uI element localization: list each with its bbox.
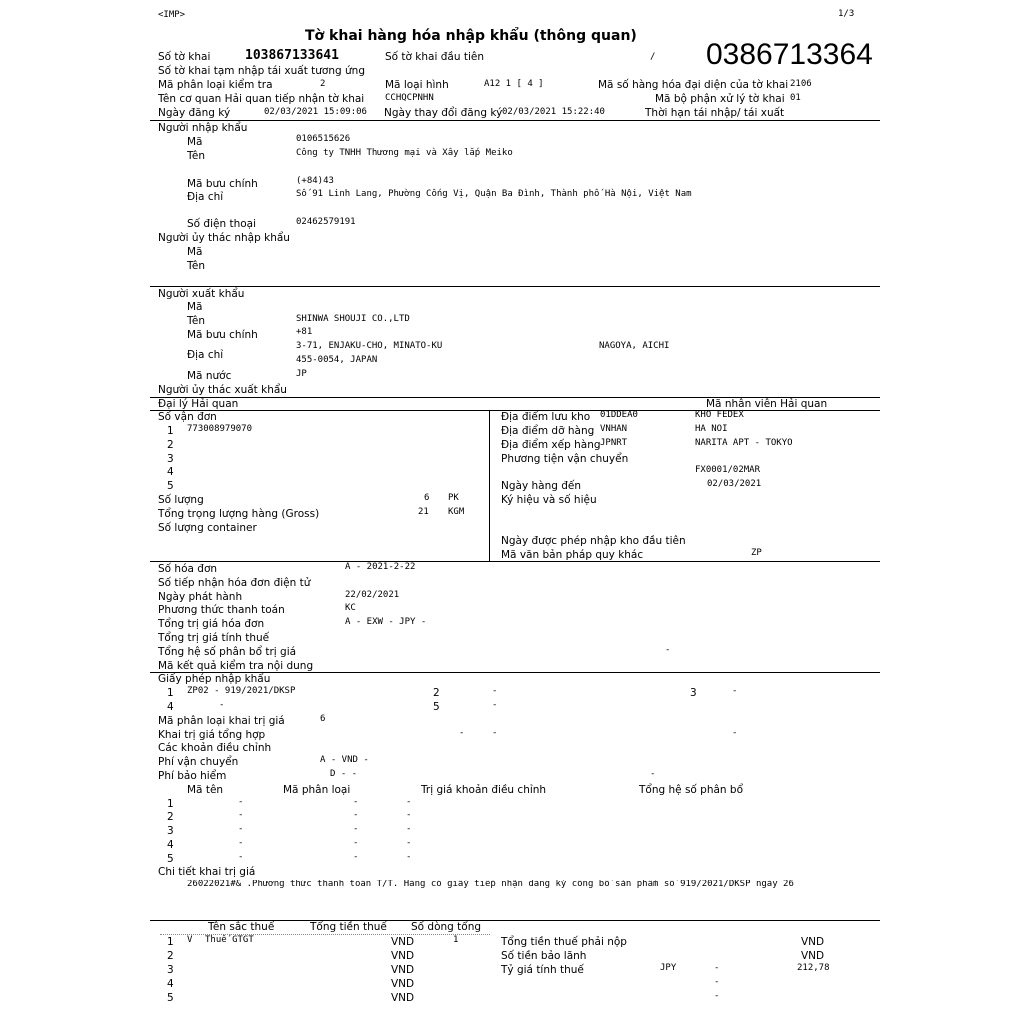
adj-row-c: - bbox=[406, 810, 412, 820]
trong-luong-unit: KGM bbox=[448, 507, 465, 517]
tax-row-index: 2 bbox=[167, 950, 174, 962]
importer-dien-thoai-value: 02462579191 bbox=[296, 217, 356, 227]
bao-lanh-label: Số tiền bảo lãnh bbox=[501, 950, 587, 962]
exporter-section-label: Người xuất khẩu bbox=[158, 288, 245, 300]
thoi-han-label: Thời hạn tái nhập/ tái xuất bbox=[645, 107, 785, 119]
tiep-nhan-label: Số tiếp nhận hóa đơn điện tử bbox=[158, 577, 311, 589]
so-to-khai-label: Số tờ khai bbox=[158, 51, 211, 63]
tax-row-name: Thuế GTGT bbox=[205, 935, 254, 945]
van-don-index: 5 bbox=[167, 480, 174, 492]
he-so-label: Tổng hệ số phân bổ trị giá bbox=[158, 646, 297, 658]
permit-index: 5 bbox=[433, 701, 440, 713]
xep-hang-name: NARITA APT - TOKYO bbox=[695, 438, 793, 448]
tax-row-index: 3 bbox=[167, 964, 174, 976]
exporter-ten-value: SHINWA SHOUJI CO.,LTD bbox=[296, 314, 410, 324]
xep-hang-code: JPNRT bbox=[600, 438, 628, 448]
phuong-tien-value: FX0001/02MAR bbox=[695, 465, 761, 475]
tax-row-currency: VND bbox=[391, 950, 415, 962]
tri-gia-hd-label: Tổng trị giá hóa đơn bbox=[158, 618, 265, 630]
tam-nhap-label: Số tờ khai tạm nhập tái xuất tương ứng bbox=[158, 65, 365, 77]
trong-luong-label: Tổng trọng lượng hàng (Gross) bbox=[158, 508, 320, 520]
so-hoa-don-label: Số hóa đơn bbox=[158, 563, 218, 575]
thanh-toan-value: KC bbox=[345, 603, 356, 613]
tax-row-code: V bbox=[187, 935, 193, 945]
bao-hiem-value: D - - bbox=[330, 769, 358, 779]
exporter-uy-thac-label: Người ủy thác xuất khẩu bbox=[158, 384, 287, 396]
adj-row-index: 4 bbox=[167, 839, 174, 851]
importer-uy-thac-ten-label: Tên bbox=[187, 260, 206, 272]
do-hang-code: VNHAN bbox=[600, 424, 628, 434]
xep-hang-label: Địa điểm xếp hàng bbox=[501, 439, 601, 451]
adj-row-b: - bbox=[353, 838, 359, 848]
exporter-ten-label: Tên bbox=[187, 315, 206, 327]
do-hang-name: HA NOI bbox=[695, 424, 728, 434]
ngay-dang-ky-value: 02/03/2021 15:09:06 bbox=[264, 107, 367, 117]
importer-section-label: Người nhập khẩu bbox=[158, 122, 248, 134]
col-ten-sac-thue: Tên sắc thuế bbox=[208, 921, 275, 933]
so-to-khai-value: 103867133641 bbox=[245, 48, 339, 63]
co-quan-hq-label: Tên cơ quan Hải quan tiếp nhận tờ khai bbox=[158, 93, 365, 105]
tax-row-currency: VND bbox=[391, 992, 415, 1004]
dai-ly-label: Đại lý Hải quan bbox=[158, 398, 239, 410]
col-so-dong-tong: Số dòng tổng bbox=[411, 921, 482, 933]
tax-row-currency: VND bbox=[391, 936, 415, 948]
col-tri-gia: Trị giá khoản điều chỉnh bbox=[421, 784, 547, 796]
col-he-so: Tổng hệ số phân bổ bbox=[639, 784, 744, 796]
tri-gia-hd-value: A - EXW - JPY - bbox=[345, 617, 427, 627]
tax-row-index: 5 bbox=[167, 992, 174, 1004]
exporter-buu-chinh-value: +81 bbox=[296, 327, 313, 337]
bao-hiem-label: Phí bảo hiểm bbox=[158, 770, 227, 782]
do-hang-label: Địa điểm dỡ hàng bbox=[501, 425, 595, 437]
so-to-khai-dau-tien-label: Số tờ khai đầu tiên bbox=[385, 51, 484, 63]
ma-phan-loai-khai-value: 6 bbox=[320, 714, 326, 724]
page-title: Tờ khai hàng hóa nhập khẩu (thông quan) bbox=[305, 28, 637, 44]
col-ma-ten: Mã tên bbox=[187, 784, 224, 796]
van-don-index: 2 bbox=[167, 439, 174, 451]
ngay-den-label: Ngày hàng đến bbox=[501, 480, 582, 492]
big-number: 0386713364 bbox=[706, 38, 873, 71]
exporter-dia-chi-label: Địa chỉ bbox=[187, 349, 224, 361]
ngay-dang-ky-label: Ngày đăng ký bbox=[158, 107, 231, 119]
khai-tong-hop-a: - bbox=[459, 728, 465, 738]
adj-row-b: - bbox=[353, 852, 359, 862]
ky-hieu-label: Ký hiệu và số hiệu bbox=[501, 494, 597, 506]
importer-ten-value: Công ty TNHH Thương mại và Xây lắp Meiko bbox=[296, 148, 513, 158]
kiem-tra-label: Mã kết quả kiểm tra nội dung bbox=[158, 660, 314, 672]
exporter-buu-chinh-label: Mã bưu chính bbox=[187, 329, 258, 341]
ngay-phat-hanh-label: Ngày phát hành bbox=[158, 591, 243, 603]
ngay-thay-doi-value: 02/03/2021 15:22:40 bbox=[502, 107, 605, 117]
importer-dia-chi-value: Số 91 Linh Lang, Phường Cống Vị, Quận Ba Đình, Thành phố Hà Nội, Việt Nam bbox=[296, 189, 692, 199]
adj-row-c: - bbox=[406, 838, 412, 848]
ty-gia-dash: - bbox=[714, 977, 720, 987]
adj-row-index: 2 bbox=[167, 811, 174, 823]
importer-buu-chinh-label: Mã bưu chính bbox=[187, 178, 258, 190]
phuong-tien-label: Phương tiện vận chuyển bbox=[501, 453, 629, 465]
ma-nhan-vien-label: Mã nhân viên Hải quan bbox=[706, 398, 828, 410]
luu-kho-label: Địa điểm lưu kho bbox=[501, 411, 591, 423]
exporter-ma-nuoc-value: JP bbox=[296, 369, 307, 379]
tax-row-index: 1 bbox=[167, 936, 174, 948]
ty-gia-label: Tỷ giá tính thuế bbox=[501, 964, 584, 976]
ma-so-hang-hoa-value: 2106 bbox=[790, 79, 812, 89]
importer-ten-label: Tên bbox=[187, 150, 206, 162]
ma-phan-loai-kiem-tra-label: Mã phân loại kiểm tra bbox=[158, 79, 273, 91]
adj-row-b: - bbox=[353, 810, 359, 820]
tax-row-currency: VND bbox=[391, 978, 415, 990]
container-label: Số lượng container bbox=[158, 522, 257, 534]
permit-value: - bbox=[732, 686, 738, 696]
adj-row-a: - bbox=[238, 852, 244, 862]
tong-thue-currency: VND bbox=[801, 936, 825, 948]
importer-ma-label: Mã bbox=[187, 136, 203, 148]
ty-gia-currency: JPY bbox=[660, 963, 677, 973]
exporter-dia-chi-line1: 3-71, ENJAKU-CHO, MINATO-KU bbox=[296, 341, 443, 351]
adj-row-c: - bbox=[406, 852, 412, 862]
luu-kho-name: KHO FEDEX bbox=[695, 410, 744, 420]
ma-bo-phan-value: 01 bbox=[790, 93, 801, 103]
khai-tong-hop-c: - bbox=[732, 728, 738, 738]
so-luong-label: Số lượng bbox=[158, 494, 204, 506]
giay-phep-label: Giấy phép nhập khẩu bbox=[158, 673, 271, 685]
column-divider bbox=[489, 410, 490, 561]
adj-row-index: 5 bbox=[167, 853, 174, 865]
van-ban-label: Mã văn bản pháp quy khác bbox=[501, 549, 644, 561]
ma-bo-phan-label: Mã bộ phận xử lý tờ khai bbox=[655, 93, 785, 105]
ty-gia-dash: - bbox=[714, 963, 720, 973]
doc-tag: <IMP> bbox=[158, 10, 186, 20]
adj-row-b: - bbox=[353, 824, 359, 834]
exporter-dia-chi-city: NAGOYA, AICHI bbox=[599, 341, 670, 351]
chi-tiet-label: Chi tiết khai trị giá bbox=[158, 866, 256, 878]
van-don-value: 773008979070 bbox=[187, 424, 253, 434]
importer-uy-thac-label: Người ủy thác nhập khẩu bbox=[158, 232, 290, 244]
ma-phan-loai-kiem-tra-value: 2 bbox=[320, 79, 326, 89]
ngay-phat-hanh-value: 22/02/2021 bbox=[345, 590, 400, 600]
adj-row-a: - bbox=[238, 797, 244, 807]
he-so-value: - bbox=[665, 645, 671, 655]
so-hoa-don-value: A - 2021-2-22 bbox=[345, 562, 416, 572]
importer-dia-chi-label: Địa chỉ bbox=[187, 191, 224, 203]
co-quan-hq-value: CCHQCPNHN bbox=[385, 93, 434, 103]
divider bbox=[150, 286, 880, 287]
importer-buu-chinh-value: (+84)43 bbox=[296, 176, 334, 186]
so-luong-unit: PK bbox=[448, 493, 459, 503]
khai-tong-hop-b: - bbox=[492, 728, 498, 738]
ma-phan-loai-khai-label: Mã phân loại khai trị giá bbox=[158, 715, 285, 727]
dieu-chinh-label: Các khoản điều chỉnh bbox=[158, 742, 272, 754]
tong-thue-label: Tổng tiền thuế phải nộp bbox=[501, 936, 627, 948]
ngay-thay-doi-label: Ngày thay đổi đăng ký bbox=[384, 107, 503, 119]
exporter-ma-label: Mã bbox=[187, 301, 203, 313]
ngay-nhap-kho-label: Ngày được phép nhập kho đầu tiên bbox=[501, 535, 686, 547]
ty-gia-dash: - bbox=[714, 991, 720, 1001]
exporter-ma-nuoc-label: Mã nước bbox=[187, 370, 232, 382]
ngay-den-value: 02/03/2021 bbox=[707, 479, 762, 489]
adj-row-b: - bbox=[353, 797, 359, 807]
importer-dien-thoai-label: Số điện thoại bbox=[187, 218, 257, 230]
trong-luong-value: 21 bbox=[418, 507, 429, 517]
so-luong-value: 6 bbox=[424, 493, 430, 503]
adj-row-a: - bbox=[238, 824, 244, 834]
van-don-index: 3 bbox=[167, 453, 174, 465]
tri-gia-thue-label: Tổng trị giá tính thuế bbox=[158, 632, 270, 644]
chi-tiet-value: 26022021#& .Phương thức thanh toán T/T. Hàng có giấy tiếp nhận đăng ký công bố sản phẩm số 919/2021/DKSP ngày 26 bbox=[187, 880, 794, 889]
permit-index: 4 bbox=[167, 701, 174, 713]
van-ban-value: ZP bbox=[751, 548, 762, 558]
bao-hiem-b: - bbox=[650, 769, 656, 779]
adj-row-a: - bbox=[238, 810, 244, 820]
ma-so-hang-hoa-label: Mã số hàng hóa đại diện của tờ khai bbox=[598, 79, 789, 91]
khai-tong-hop-label: Khai trị giá tổng hợp bbox=[158, 729, 266, 741]
col-tong-tien-thue: Tổng tiền thuế bbox=[310, 921, 387, 933]
van-chuyen-label: Phí vận chuyển bbox=[158, 756, 239, 768]
permit-value: ZP02 - 919/2021/DKSP bbox=[187, 686, 296, 696]
tax-row-lines: 1 bbox=[453, 935, 459, 945]
permit-index: 2 bbox=[433, 687, 440, 699]
exporter-dia-chi-line2: 455-0054, JAPAN bbox=[296, 355, 378, 365]
col-ma-phan-loai: Mã phân loại bbox=[283, 784, 351, 796]
permit-index: 3 bbox=[690, 687, 697, 699]
permit-index: 1 bbox=[167, 687, 174, 699]
divider bbox=[150, 120, 880, 121]
ma-loai-hinh-label: Mã loại hình bbox=[385, 79, 449, 91]
thanh-toan-label: Phương thức thanh toán bbox=[158, 604, 285, 616]
slash: / bbox=[650, 52, 656, 62]
divider bbox=[150, 561, 880, 562]
luu-kho-code: 01DDEA0 bbox=[600, 410, 638, 420]
ty-gia-value: 212,78 bbox=[797, 963, 830, 973]
adj-row-index: 3 bbox=[167, 825, 174, 837]
van-don-index: 4 bbox=[167, 466, 174, 478]
permit-value: - bbox=[219, 700, 225, 710]
so-van-don-label: Số vận đơn bbox=[158, 411, 217, 423]
adj-row-c: - bbox=[406, 824, 412, 834]
tax-row-currency: VND bbox=[391, 964, 415, 976]
importer-uy-thac-ma-label: Mã bbox=[187, 246, 203, 258]
adj-row-c: - bbox=[406, 797, 412, 807]
permit-value: - bbox=[492, 700, 498, 710]
ma-loai-hinh-value: A12 1 [ 4 ] bbox=[484, 79, 544, 89]
adj-row-index: 1 bbox=[167, 798, 174, 810]
bao-lanh-currency: VND bbox=[801, 950, 825, 962]
permit-value: - bbox=[492, 686, 498, 696]
van-chuyen-value: A - VND - bbox=[320, 755, 369, 765]
adj-row-a: - bbox=[238, 838, 244, 848]
importer-ma-value: 0106515626 bbox=[296, 134, 351, 144]
tax-row-index: 4 bbox=[167, 978, 174, 990]
page-number: 1/3 bbox=[838, 9, 855, 19]
van-don-index: 1 bbox=[167, 425, 174, 437]
